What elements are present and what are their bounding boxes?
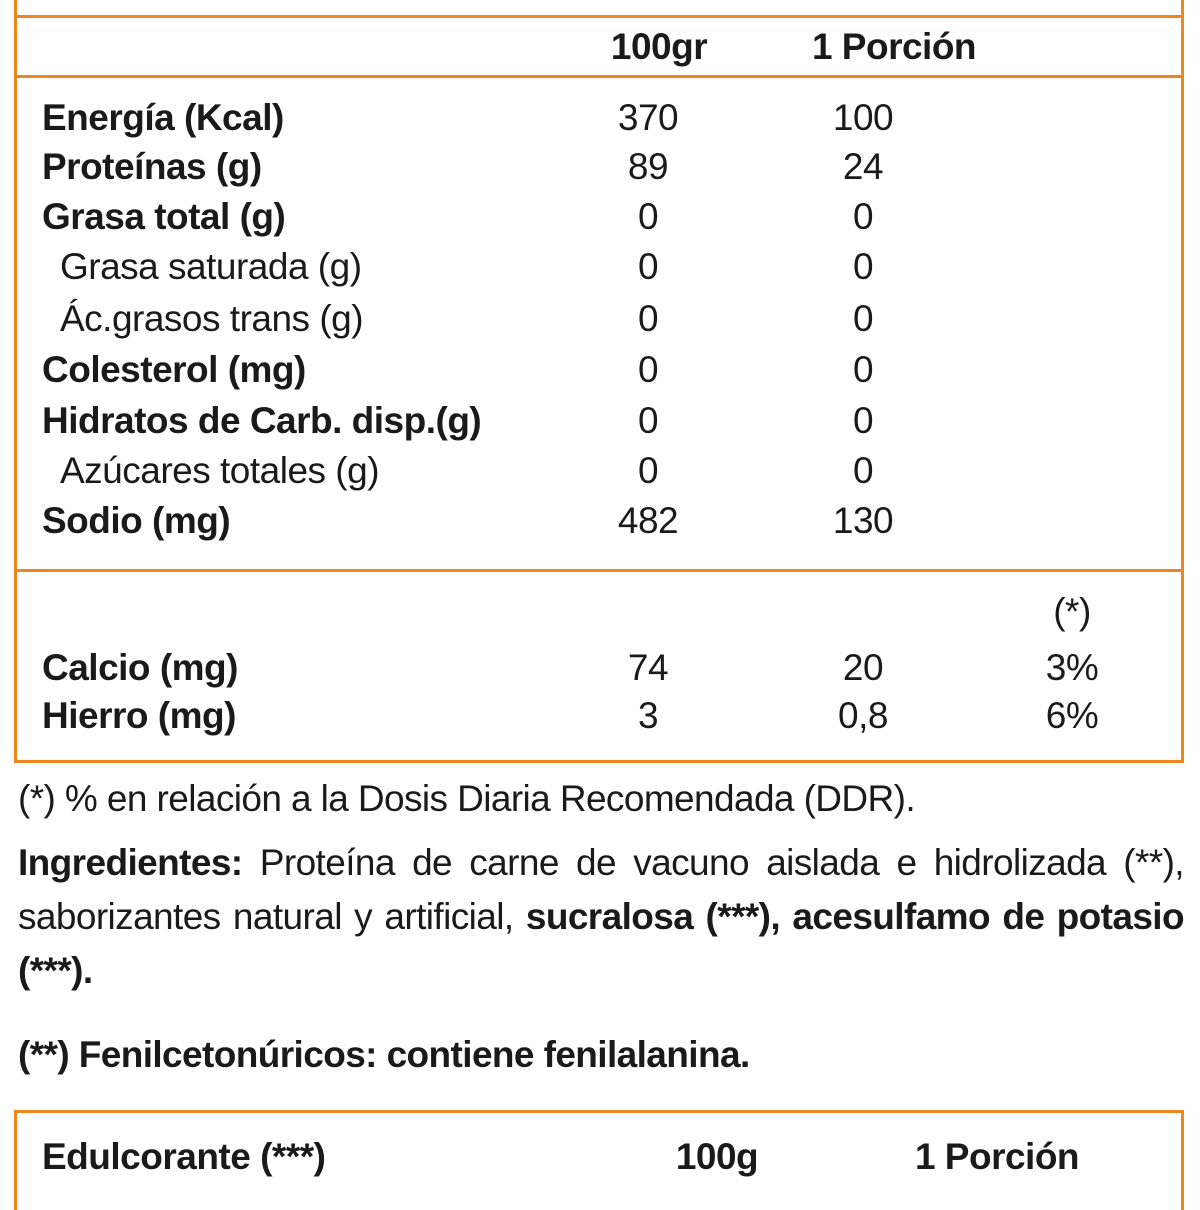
row-value-portion: 130 bbox=[832, 500, 894, 541]
nutrition-row-cholesterol bbox=[17, 345, 1181, 395]
row-value-100: 0 bbox=[637, 246, 659, 287]
row-value-portion: 0 bbox=[852, 246, 874, 287]
row-value-portion: 20 bbox=[842, 647, 884, 688]
nutrition-header-row bbox=[14, 22, 1184, 72]
nutrition-panel bbox=[14, 75, 1184, 573]
nutrition-row-saturated-fat bbox=[17, 242, 1181, 292]
ddr-header-row bbox=[17, 587, 1181, 637]
row-value-100: 74 bbox=[627, 647, 669, 688]
nutrition-row-trans-fat bbox=[17, 294, 1181, 344]
row-label: Hidratos de Carb. disp.(g) bbox=[42, 400, 482, 441]
sweetener-header-portion: 1 Porción bbox=[914, 1136, 1080, 1177]
row-value-portion: 0 bbox=[852, 400, 874, 441]
nutrition-row-fat bbox=[17, 192, 1181, 242]
row-label: Colesterol (mg) bbox=[42, 349, 306, 390]
minerals-panel bbox=[14, 569, 1184, 762]
row-value-100: 0 bbox=[637, 400, 659, 441]
ddr-footnote: (*) % en relación a la Dosis Diaria Recomendada (DDR). bbox=[18, 778, 916, 819]
minerals-row-iron bbox=[17, 691, 1181, 741]
row-label: Calcio (mg) bbox=[42, 647, 238, 688]
row-label: Energía (Kcal) bbox=[42, 97, 284, 138]
nutrition-row-carbs bbox=[17, 396, 1181, 446]
nutrition-row-energy bbox=[17, 93, 1181, 143]
row-value-100: 0 bbox=[637, 196, 659, 237]
row-value-ddr: 6% bbox=[1045, 695, 1099, 736]
row-value-portion: 0 bbox=[852, 450, 874, 491]
nutrition-row-sodium bbox=[17, 496, 1181, 546]
minerals-row-calcium bbox=[17, 643, 1181, 693]
row-value-100: 0 bbox=[637, 298, 659, 339]
nutrition-row-protein bbox=[17, 142, 1181, 192]
divider-minerals-bottom bbox=[14, 760, 1184, 763]
row-value-portion: 100 bbox=[832, 97, 894, 138]
row-label: Grasa saturada (g) bbox=[60, 246, 362, 287]
row-value-100: 370 bbox=[617, 97, 679, 138]
row-value-portion: 0 bbox=[852, 196, 874, 237]
row-value-portion: 0 bbox=[852, 349, 874, 390]
ingredients-label: Ingredientes: bbox=[18, 842, 243, 883]
row-value-portion: 24 bbox=[842, 146, 884, 187]
row-value-portion: 0 bbox=[852, 298, 874, 339]
ingredients-text bbox=[18, 836, 1184, 998]
row-label: Ác.grasos trans (g) bbox=[60, 298, 364, 339]
ingredients-plain: Proteína de carne de vacuno aislada e hidrolizada (**), saborizantes natural y artificial, bbox=[18, 842, 1184, 937]
row-label: Proteínas (g) bbox=[42, 146, 262, 187]
header-portion: 1 Porción bbox=[811, 26, 977, 67]
row-value-100: 0 bbox=[637, 450, 659, 491]
nutrition-row-sugars bbox=[17, 446, 1181, 496]
row-value-portion: 0,8 bbox=[838, 695, 888, 736]
row-value-100: 3 bbox=[637, 695, 659, 736]
header-100gr: 100gr bbox=[610, 26, 708, 67]
phenylketonuric-warning: (**) Fenilcetonúricos: contiene fenilalanina. bbox=[18, 1034, 750, 1075]
ingredients-bold: sucralosa (***), acesulfamo de potasio (***). bbox=[18, 896, 1184, 991]
sweetener-header-row bbox=[17, 1132, 1181, 1182]
row-value-100: 482 bbox=[617, 500, 679, 541]
sweetener-label: Edulcorante (***) bbox=[42, 1136, 326, 1177]
sweetener-header-100g: 100g bbox=[675, 1136, 759, 1177]
row-value-ddr: 3% bbox=[1045, 647, 1099, 688]
sweetener-panel bbox=[14, 1110, 1184, 1210]
row-label: Azúcares totales (g) bbox=[60, 450, 380, 491]
row-label: Sodio (mg) bbox=[42, 500, 231, 541]
row-label: Grasa total (g) bbox=[42, 196, 286, 237]
row-value-100: 0 bbox=[637, 349, 659, 390]
row-label: Hierro (mg) bbox=[42, 695, 236, 736]
row-value-100: 89 bbox=[627, 146, 669, 187]
ddr-header: (*) bbox=[1053, 591, 1091, 632]
divider-top bbox=[14, 15, 1184, 18]
